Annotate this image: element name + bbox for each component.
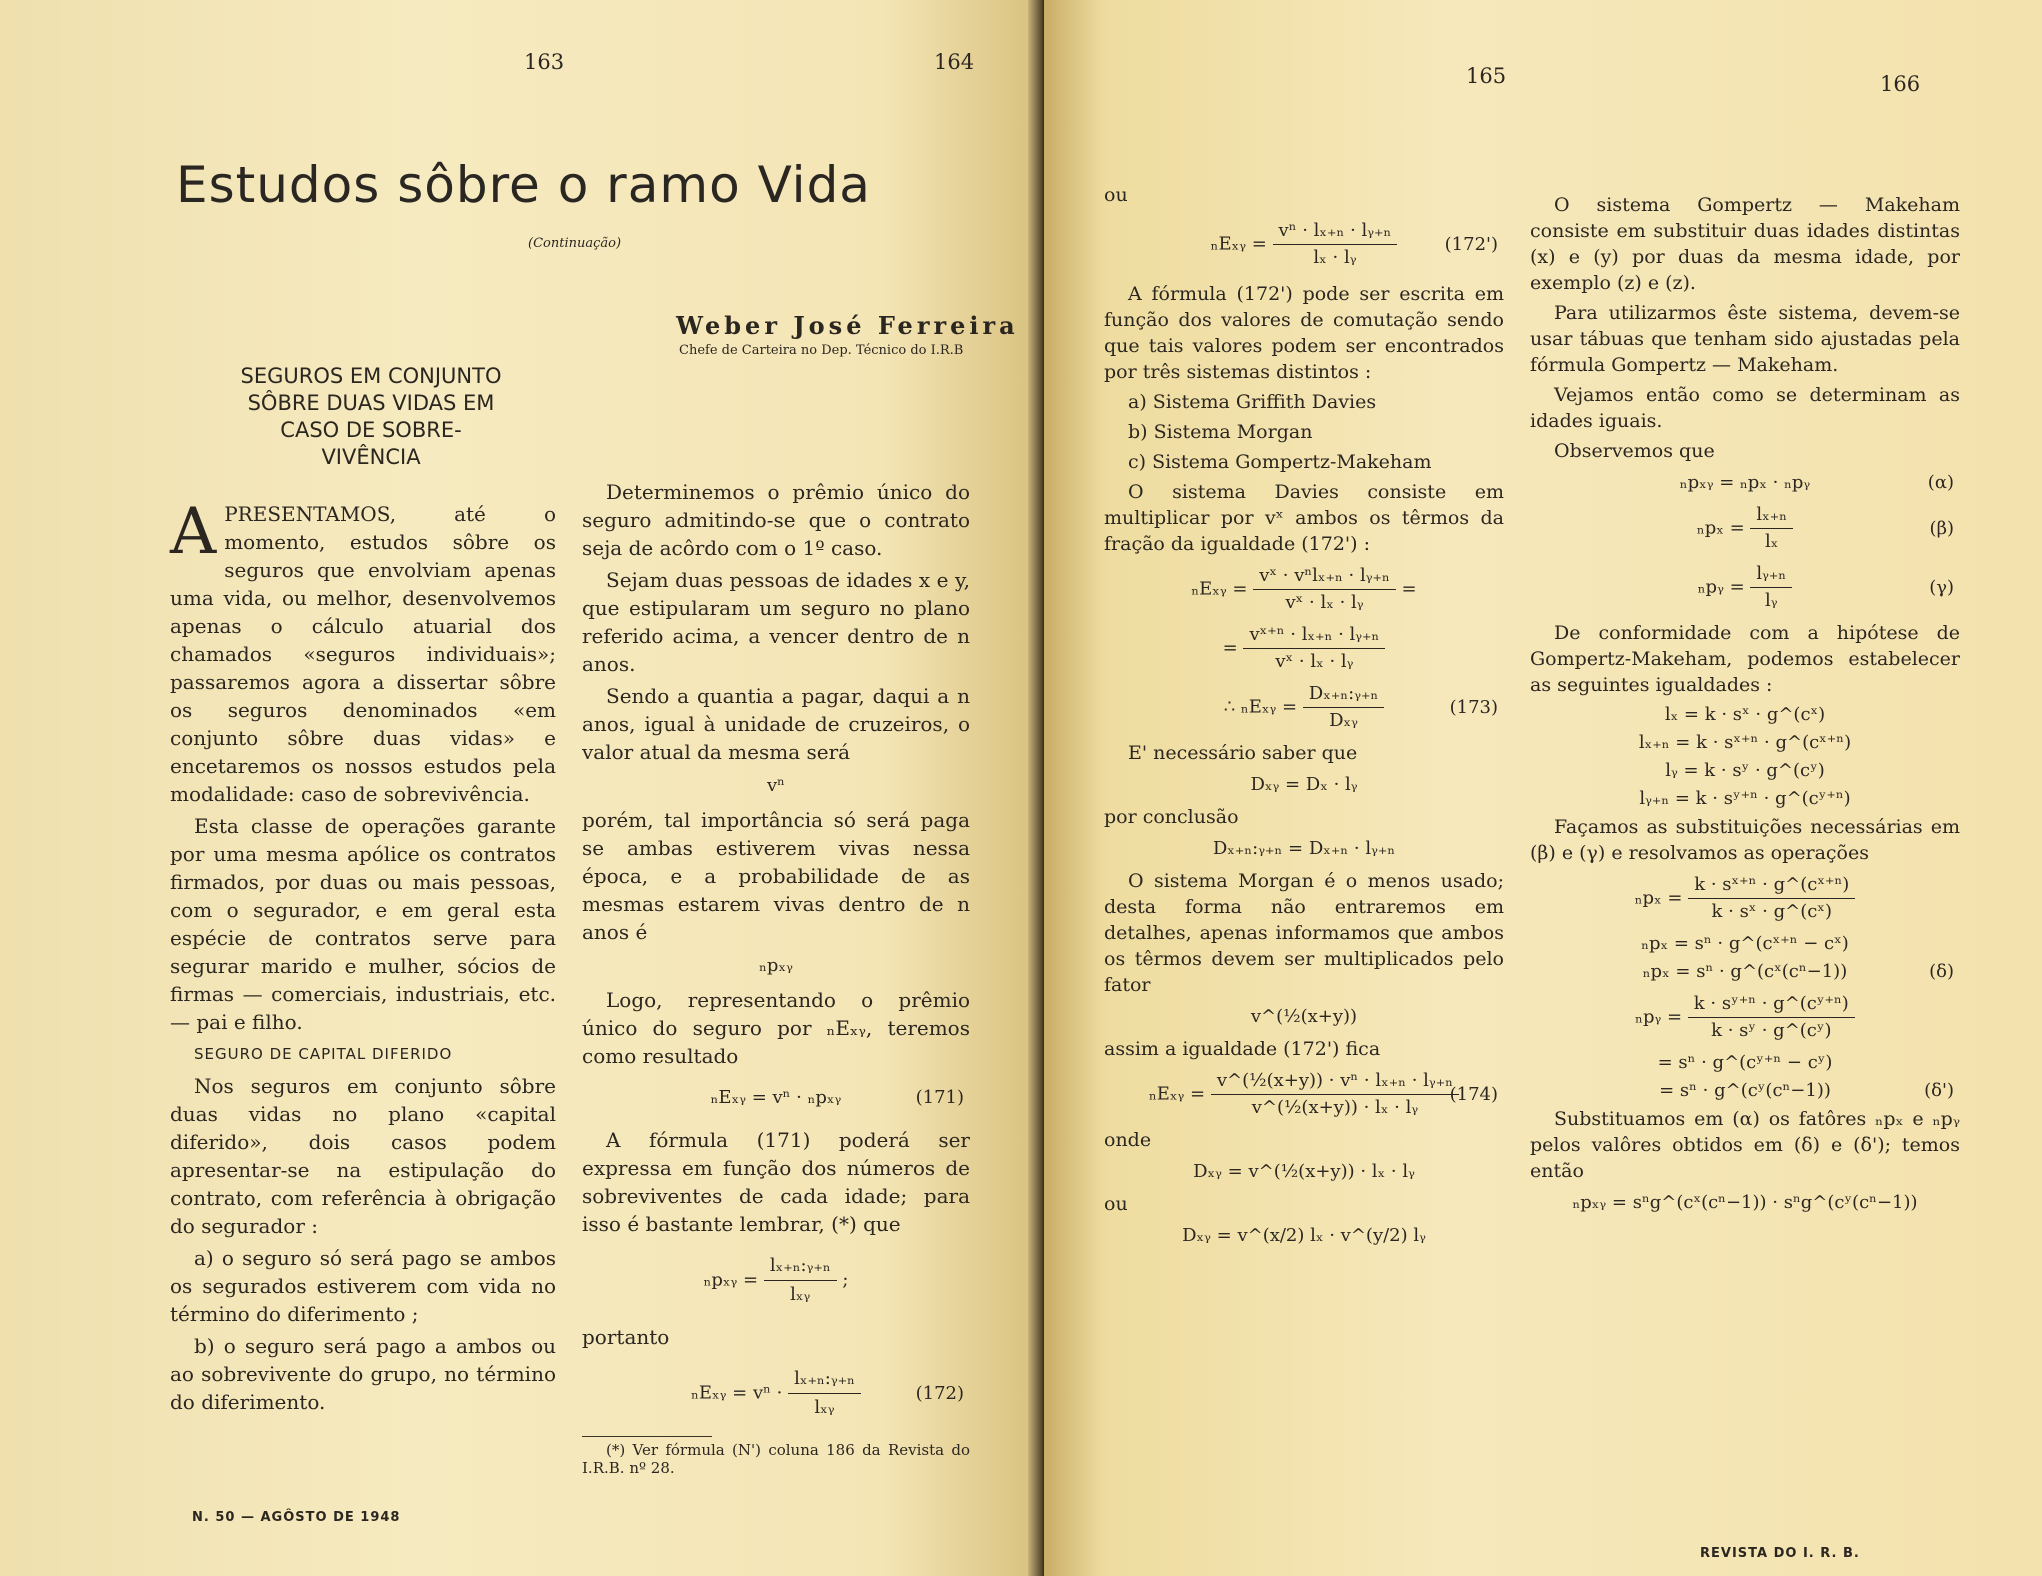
numerator: vˣ⁺ⁿ · lₓ₊ₙ · lᵧ₊ₙ [1243, 622, 1385, 649]
formula-delta-1 [1530, 872, 1960, 925]
subsection-heading: SEGURO DE CAPITAL DIFERIDO [194, 1045, 453, 1063]
formula-172 [582, 1365, 970, 1422]
formula-body: ₙpₓ = sⁿ · g^(cˣ(cⁿ−1)) [1642, 961, 1848, 982]
paragraph: O sistema Davies consiste em multiplicar por vˣ ambos os têrmos da fração da igualdade (172') : [1104, 481, 1504, 555]
list-item: c) Sistema Gompertz-Makeham [1128, 451, 1432, 473]
column-4 [1530, 192, 1960, 1222]
equation-number: (171) [915, 1087, 964, 1108]
paragraph: Substituamos em (α) os fatôres ₙpₓ e ₙpᵧ pelos valôres obtidos em (δ) e (δ'); temos então [1530, 1108, 1960, 1182]
continuation-note: (Continuação) [528, 236, 622, 251]
formula-172-prime [1104, 218, 1504, 271]
paragraph: Observemos que [1554, 440, 1715, 462]
paragraph: Façamos as substituições necessárias em (β) e (γ) e resolvamos as operações [1530, 816, 1960, 864]
formula-gm-2: lₓ₊ₙ = k · sˣ⁺ⁿ · g^(cˣ⁺ⁿ) [1638, 732, 1852, 753]
section-heading-line: SÔBRE DUAS VIDAS EM [247, 391, 495, 415]
formula-lhs: ₙEₓᵧ = [1210, 233, 1267, 255]
paragraph: assim a igualdade (172') fica [1104, 1038, 1381, 1060]
numerator: lₓ₊ₙ:ᵧ₊ₙ [788, 1365, 861, 1394]
page-number-164: 164 [934, 50, 975, 74]
page-number-166: 166 [1880, 72, 1921, 96]
denominator: v^(½(x+y)) · lₓ · lᵧ [1251, 1097, 1419, 1118]
formula-lhs: ₙEₓᵧ = vⁿ · [691, 1382, 783, 1404]
formula-173 [1104, 681, 1504, 734]
fraction [764, 1252, 837, 1309]
section-heading-line: CASO DE SOBRE- [280, 418, 462, 442]
formula-npxy-ratio: ₙpₓᵧ = $\frac{\text{lₓ₊ₙ:ᵧ₊ₙ}}{\text{lₓᵧ}}$ ; [582, 1252, 970, 1309]
formula-final: ₙpₓᵧ = sⁿg^(cˣ(cⁿ−1)) · sⁿg^(cʸ(cⁿ−1)) [1572, 1192, 1918, 1213]
formula-dxnyn: Dₓ₊ₙ:ᵧ₊ₙ = Dₓ₊ₙ · lᵧ₊ₙ [1212, 838, 1396, 859]
formula-alpha [1530, 470, 1960, 496]
paragraph: E' necessário saber que [1128, 742, 1358, 764]
equation-label: (δ') [1924, 1080, 1954, 1101]
column-1 [170, 495, 556, 1420]
fraction [1688, 872, 1855, 925]
column-2 [582, 478, 970, 1481]
numerator: Dₓ₊ₙ:ᵧ₊ₙ [1303, 681, 1384, 708]
formula-lhs: ₙEₓᵧ = [1191, 578, 1248, 600]
equation-label: (β) [1929, 517, 1954, 539]
formula-body: ₙEₓᵧ = vⁿ · ₙpₓᵧ [710, 1087, 842, 1108]
intro-text: PRESENTAMOS, até o momento, estudos sôbre os seguros que envolviam apenas uma vida, ou melhor, desenvolvemos apenas o cálculo atuarial dos chamados «seguros individuais»; passaremos agora a dissertar sôbre os seguros denominados «em conjunto sôbre duas vidas» e encetaremos os nossos estudos pela modalidade: caso de sobrevivência. [170, 502, 556, 806]
footer-magazine: REVISTA DO I. R. B. [1700, 1546, 1860, 1561]
paragraph: Esta classe de operações garante por uma mesma apólice os contratos firmados, por duas ou mais pessoas, com o segurador, e em geral esta espécie de contratos serve para segurar marido e mulher, sócios de firmas — comerciais, industriais, etc. — pai e filho. [170, 814, 556, 1034]
formula-delta-5: = sⁿ · g^(cʸ⁺ⁿ − cʸ) [1657, 1052, 1833, 1073]
formula-gamma [1530, 561, 1960, 614]
fraction [1750, 561, 1792, 614]
list-item: b) o seguro será pago a ambos ou ao sobrevivente do grupo, no término do diferimento. [170, 1334, 556, 1414]
paragraph: Nos seguros em conjunto sôbre duas vidas no plano «capital diferido», dois casos podem apresentar-se na estipulação do contrato, com referência à obrigação do segurador : [170, 1074, 556, 1238]
numerator: v^(½(x+y)) · vⁿ · lₓ₊ₙ · lᵧ₊ₙ [1211, 1068, 1459, 1095]
numerator: k · sˣ⁺ⁿ · g^(cˣ⁺ⁿ) [1688, 872, 1855, 899]
numerator: k · sʸ⁺ⁿ · g^(cʸ⁺ⁿ) [1688, 991, 1855, 1018]
page-number-165: 165 [1466, 64, 1507, 88]
author-name: Weber José Ferreira [676, 311, 1019, 340]
formula-davies-2: = $\frac{\text{vˣ⁺ⁿ · lₓ₊ₙ · lᵧ₊ₙ}}{\text{vˣ · lₓ · lᵧ}}$ [1104, 622, 1504, 675]
footnote-rule [582, 1436, 712, 1437]
formula-body: = sⁿ · g^(cʸ(cⁿ−1)) [1659, 1080, 1831, 1101]
equation-label: (α) [1927, 472, 1954, 493]
section-heading [206, 363, 536, 471]
numerator: vˣ · vⁿlₓ₊ₙ · lᵧ₊ₙ [1253, 563, 1396, 590]
formula-delta-2: ₙpₓ = sⁿ · g^(cˣ⁺ⁿ − cˣ) [1641, 933, 1849, 954]
article-title: Estudos sôbre o ramo Vida [176, 156, 871, 214]
formula-morgan-factor: v^(½(x+y)) [1250, 1006, 1358, 1027]
formula-npxy: ₙpₓᵧ [759, 955, 793, 976]
formula-lhs: ₙpₓ = [1634, 887, 1683, 909]
fraction [1273, 218, 1398, 271]
paragraph: Sejam duas pessoas de idades x e y, que estipularam um seguro no plano referido acima, a vencer dentro de n anos. [582, 568, 970, 676]
connector-text: onde [1104, 1129, 1152, 1151]
formula-dxy-split: Dₓᵧ = v^(x/2) lₓ · v^(y/2) lᵧ [1182, 1225, 1426, 1246]
equation-label: (γ) [1929, 576, 1954, 598]
fraction [1303, 681, 1384, 734]
list-item: a) o seguro só será pago se ambos os segurados estiverem com vida no término do diferimento ; [170, 1246, 556, 1326]
fraction [1750, 502, 1793, 555]
formula-174 [1104, 1068, 1504, 1121]
paragraph: Determinemos o prêmio único do seguro admitindo-se que o contrato seja de acôrdo com o 1º caso. [582, 480, 970, 560]
equation-label: (δ) [1929, 961, 1954, 982]
paragraph: A fórmula (171) poderá ser expressa em função dos números de sobreviventes de cada idade; para isso é bastante lembrar, (*) que [582, 1128, 970, 1236]
fraction [1211, 1068, 1459, 1121]
footnote: (*) Ver fórmula (N') coluna 186 da Revista do I.R.B. nº 28. [582, 1441, 970, 1477]
formula-vn: vⁿ [767, 775, 785, 796]
right-page [1044, 0, 2042, 1576]
numerator: lₓ₊ₙ [1750, 502, 1793, 529]
paragraph: Vejamos então como se determinam as idades iguais. [1530, 384, 1960, 432]
formula-lhs: ₙpₓᵧ = [703, 1269, 759, 1291]
numerator: lₓ₊ₙ:ᵧ₊ₙ [764, 1252, 837, 1281]
fraction [1253, 563, 1396, 616]
denominator: lₓᵧ [790, 1284, 811, 1305]
denominator: vˣ · lₓ · lᵧ [1285, 592, 1364, 613]
paragraph: Logo, representando o prêmio único do seguro por ₙEₓᵧ, teremos como resultado [582, 988, 970, 1068]
equation-number: (173) [1449, 696, 1498, 718]
fraction [1243, 622, 1385, 675]
paragraph: A fórmula (172') pode ser escrita em função dos valores de comutação sendo que tais valores podem ser encontrados por três sistemas distintos : [1104, 283, 1504, 383]
denominator: lₓᵧ [814, 1397, 835, 1418]
paragraph: De conformidade com a hipótese de Gompertz-Makeham, podemos estabelecer as seguintes igualdades : [1530, 622, 1960, 696]
drop-cap: A [170, 495, 217, 569]
formula-gm-3: lᵧ = k · sʸ · g^(cʸ) [1665, 760, 1825, 781]
formula-gm-1: lₓ = k · sˣ · g^(cˣ) [1664, 704, 1826, 725]
denominator: Dₓᵧ [1329, 710, 1358, 731]
formula-dxy: Dₓᵧ = Dₓ · lᵧ [1250, 774, 1358, 795]
paragraph: Para utilizarmos êste sistema, devem-se usar tábuas que tenham sido ajustadas pela fórmula Gompertz — Makeham. [1530, 302, 1960, 376]
formula-delta-3 [1530, 959, 1960, 985]
formula-davies-1: ₙEₓᵧ = $\frac{\text{vˣ · vⁿlₓ₊ₙ · lᵧ₊ₙ}}{\text{vˣ · lₓ · lᵧ}}$ = [1104, 563, 1504, 616]
list-item: b) Sistema Morgan [1128, 421, 1313, 443]
footer-issue: N. 50 — AGÔSTO DE 1948 [192, 1510, 401, 1525]
author-role: Chefe de Carteira no Dep. Técnico do I.R.B [679, 343, 964, 358]
formula-gm-4: lᵧ₊ₙ = k · sʸ⁺ⁿ · g^(cʸ⁺ⁿ) [1639, 788, 1851, 809]
paragraph: Sendo a quantia a pagar, daqui a n anos, igual à unidade de cruzeiros, o valor atual da mesma será [582, 684, 970, 764]
formula-dxy-morgan: Dₓᵧ = v^(½(x+y)) · lₓ · lᵧ [1193, 1161, 1415, 1182]
denominator: k · sˣ · g^(cˣ) [1711, 901, 1832, 922]
section-heading-line: VIVÊNCIA [321, 445, 421, 469]
formula-lhs: ₙpᵧ = [1697, 576, 1745, 598]
formula-lhs: ₙpᵧ = [1635, 1006, 1683, 1028]
column-3 [1104, 182, 1504, 1255]
equation-number: (172') [1444, 233, 1498, 255]
formula-body: ₙpₓᵧ = ₙpₓ · ₙpᵧ [1679, 472, 1811, 493]
section-heading-line: SEGUROS EM CONJUNTO [240, 364, 502, 388]
denominator: lᵧ [1765, 590, 1778, 611]
paragraph: por conclusão [1104, 806, 1239, 828]
denominator: vˣ · lₓ · lᵧ [1275, 651, 1354, 672]
formula-delta-6 [1530, 1078, 1960, 1104]
intro-paragraph [170, 495, 556, 808]
formula-171 [582, 1084, 970, 1112]
paragraph: O sistema Gompertz — Makeham consiste em substituir duas idades distintas (x) e (y) por duas da mesma idade, por exemplo (z) e (z). [1530, 194, 1960, 294]
paragraph: portanto [582, 1325, 670, 1349]
denominator: k · sʸ · g^(cʸ) [1711, 1020, 1832, 1041]
formula-lhs: ₙpₓ = [1696, 517, 1745, 539]
denominator: lₓ [1765, 531, 1779, 552]
connector-text: ou [1104, 184, 1128, 206]
list-item: a) Sistema Griffith Davies [1128, 391, 1377, 413]
fraction [788, 1365, 861, 1422]
fraction [1688, 991, 1855, 1044]
page-number-163: 163 [524, 50, 565, 74]
formula-beta [1530, 502, 1960, 555]
formula-delta-4 [1530, 991, 1960, 1044]
formula-lhs: ₙEₓᵧ = [1148, 1083, 1206, 1105]
formula-lhs: ∴ ₙEₓᵧ = [1223, 696, 1298, 718]
equation-number: (174) [1449, 1083, 1498, 1105]
connector-text: ou [1104, 1193, 1128, 1215]
denominator: lₓ · lᵧ [1313, 247, 1357, 268]
paragraph: O sistema Morgan é o menos usado; desta forma não entraremos em detalhes, apenas informamos que ambos os têrmos devem ser multiplicados pelo fator [1104, 870, 1504, 996]
paragraph: porém, tal importância só será paga se ambas estiverem vivas nessa época, e a probabilidade de as mesmas estarem vivas dentro de n anos é [582, 808, 970, 944]
equation-number: (172) [915, 1382, 964, 1404]
numerator: vⁿ · lₓ₊ₙ · lᵧ₊ₙ [1273, 218, 1398, 245]
numerator: lᵧ₊ₙ [1750, 561, 1792, 588]
